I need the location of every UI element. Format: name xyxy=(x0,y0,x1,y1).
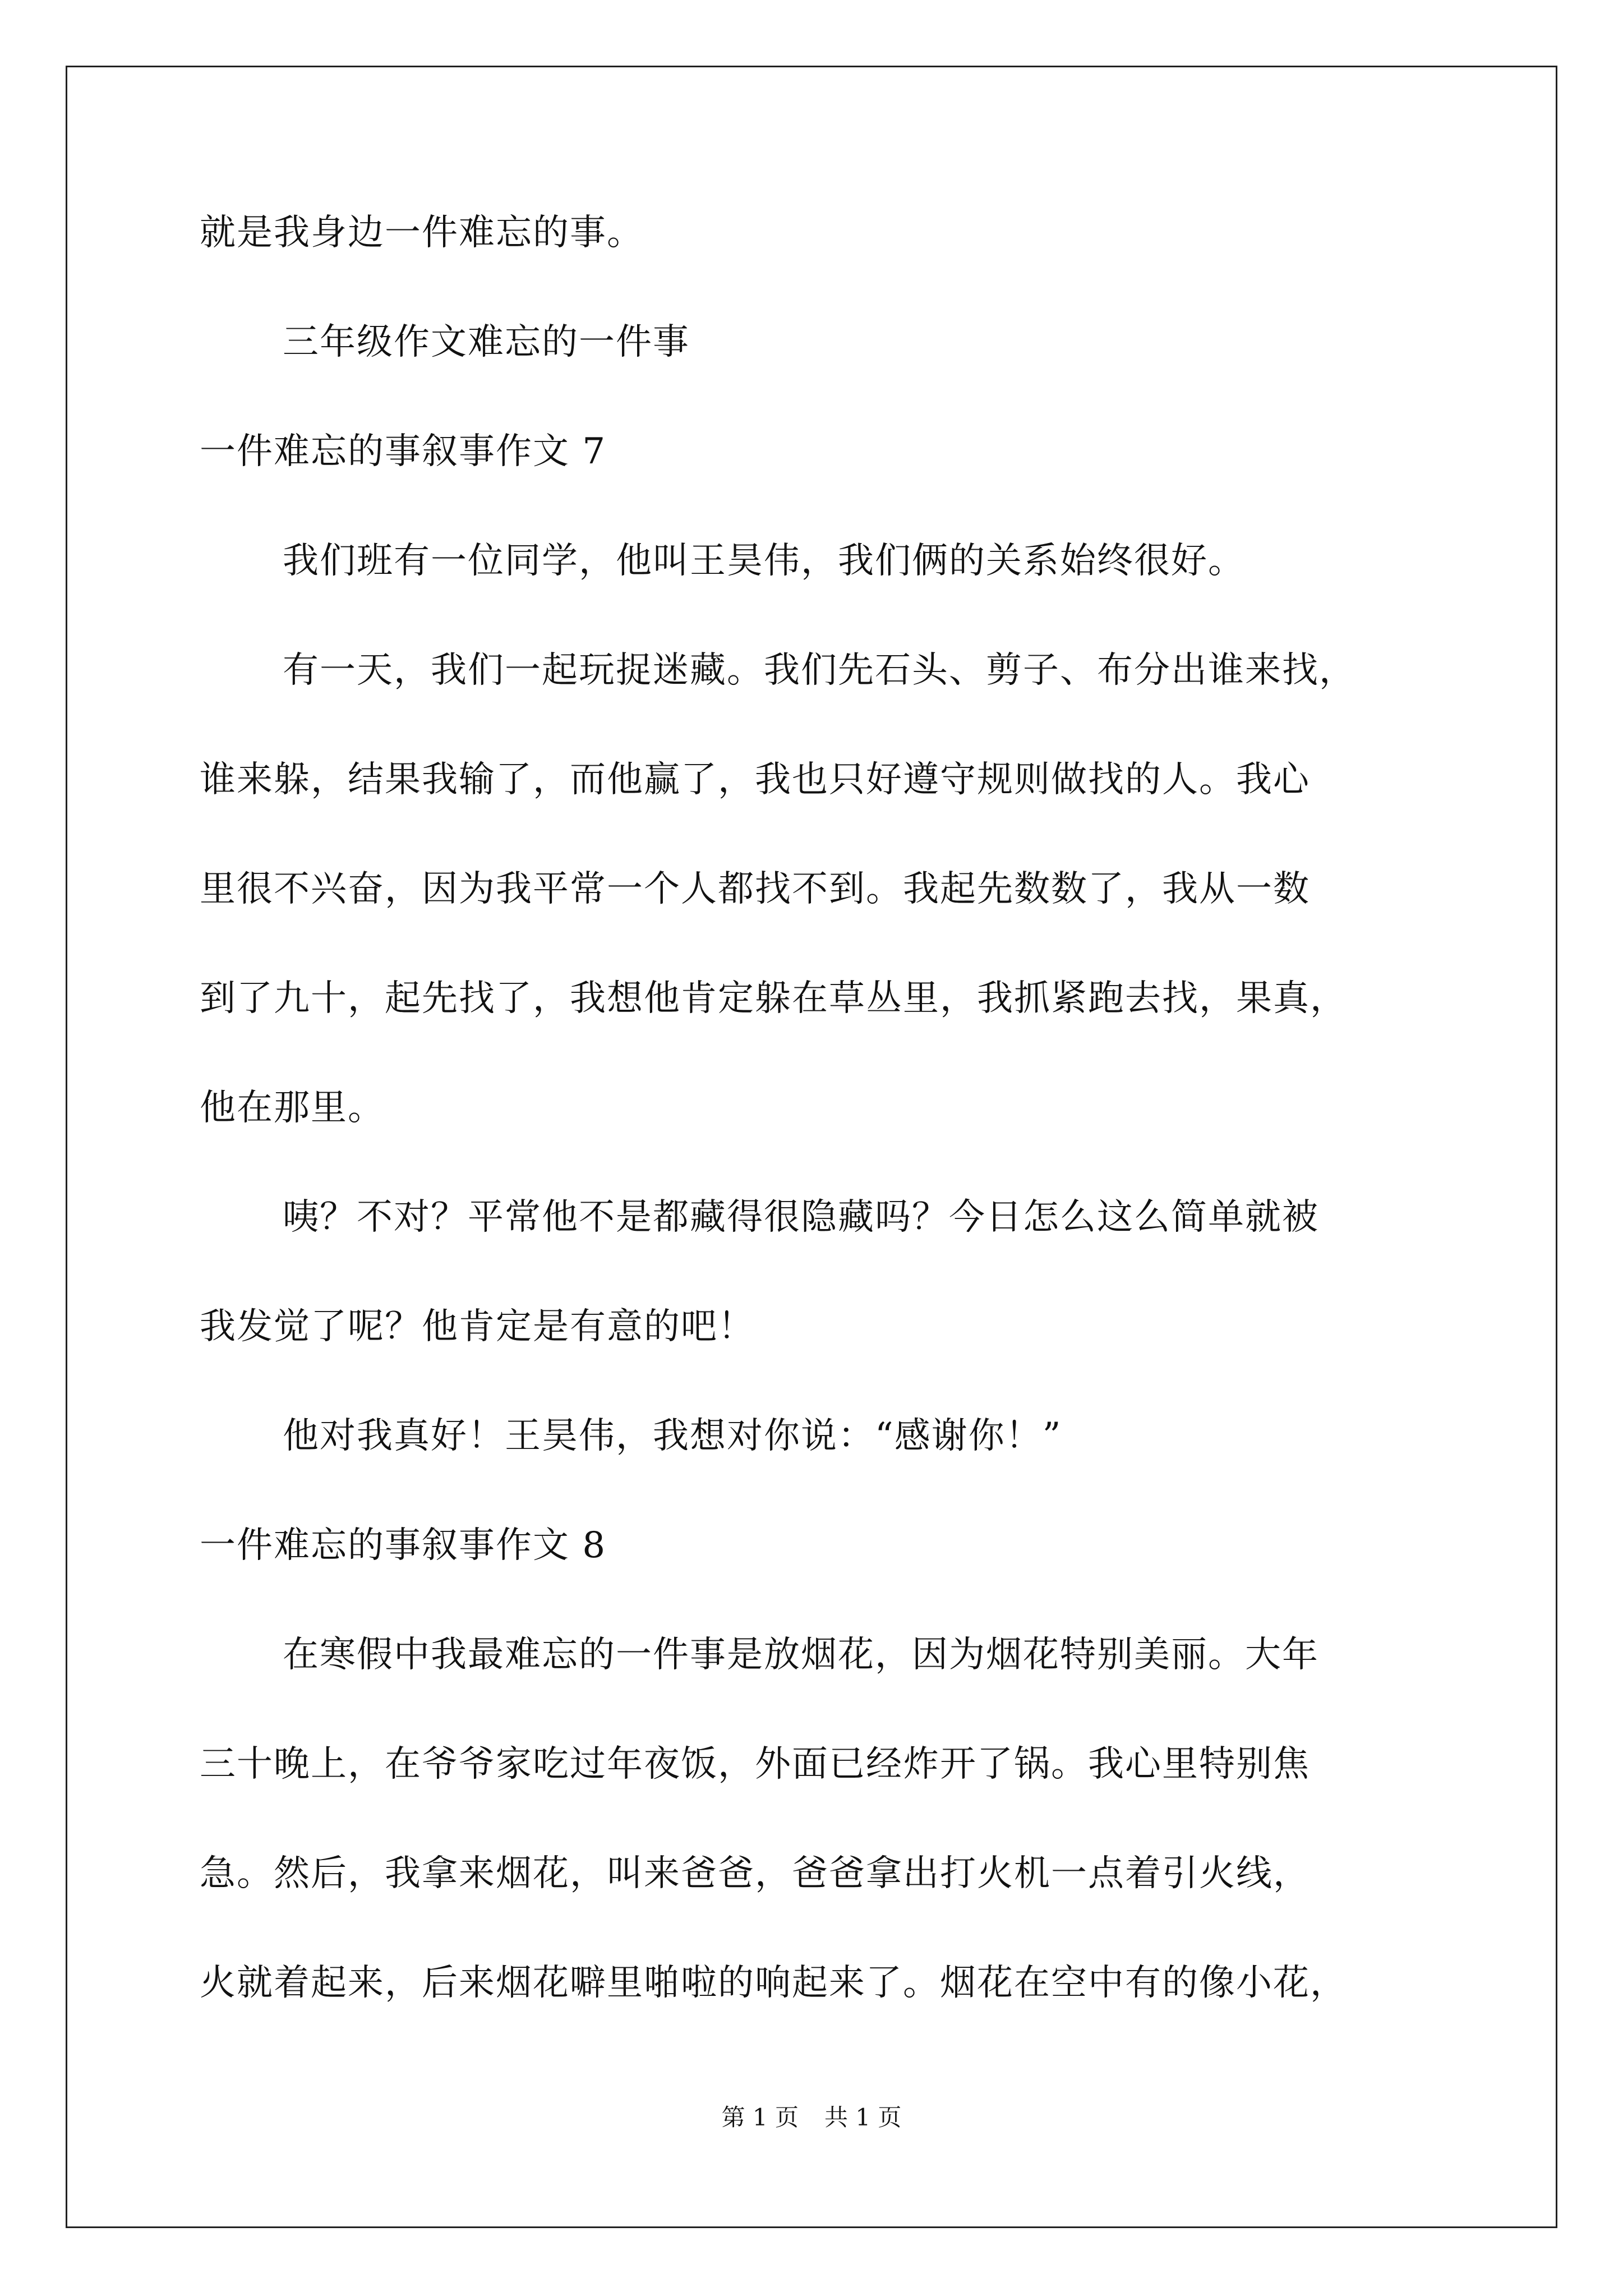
paragraph-line: 他对我真好！王昊伟，我想对你说：“感谢你！” xyxy=(283,1415,1062,1457)
page-footer xyxy=(0,2101,1623,2134)
page-border xyxy=(66,66,1557,2228)
paragraph-line: 在寒假中我最难忘的一件事是放烟花，因为烟花特别美丽。大年 xyxy=(283,1634,1319,1676)
paragraph-line: 到了九十，起先找了，我想他肯定躲在草丛里，我抓紧跑去找，果真， xyxy=(200,978,1347,1019)
paragraph-line: 有一天，我们一起玩捉迷藏。我们先石头、剪子、布分出谁来找， xyxy=(283,650,1356,691)
paragraph-line: 他在那里。 xyxy=(200,1087,385,1129)
paragraph-line: 三十晚上，在爷爷家吃过年夜饭，外面已经炸开了锅。我心里特别焦 xyxy=(200,1743,1310,1785)
paragraph-line: 我们班有一位同学，他叫王昊伟，我们俩的关系始终很好。 xyxy=(283,540,1245,582)
paragraph-line: 三年级作文难忘的一件事 xyxy=(283,321,690,363)
section-heading: 一件难忘的事叙事作文 8 xyxy=(200,1525,607,1566)
paragraph-line: 里很不兴奋，因为我平常一个人都找不到。我起先数数了，我从一数 xyxy=(200,868,1310,910)
paragraph-line: 急。然后，我拿来烟花，叫来爸爸，爸爸拿出打火机一点着引火线， xyxy=(200,1853,1310,1894)
paragraph-line: 咦？不对？平常他不是都藏得很隐藏吗？今日怎么这么简单就被 xyxy=(283,1197,1319,1238)
page-number: 第 1 页 xyxy=(721,2104,799,2131)
section-heading: 一件难忘的事叙事作文 7 xyxy=(200,431,607,472)
page-total: 共 1 页 xyxy=(824,2104,902,2131)
paragraph-line: 就是我身边一件难忘的事。 xyxy=(200,212,644,254)
paragraph-line: 谁来躲，结果我输了，而他赢了，我也只好遵守规则做找的人。我心 xyxy=(200,759,1310,800)
paragraph-line: 火就着起来，后来烟花噼里啪啦的响起来了。烟花在空中有的像小花， xyxy=(200,1962,1347,2004)
paragraph-line: 我发觉了呢？他肯定是有意的吧！ xyxy=(200,1306,755,1347)
